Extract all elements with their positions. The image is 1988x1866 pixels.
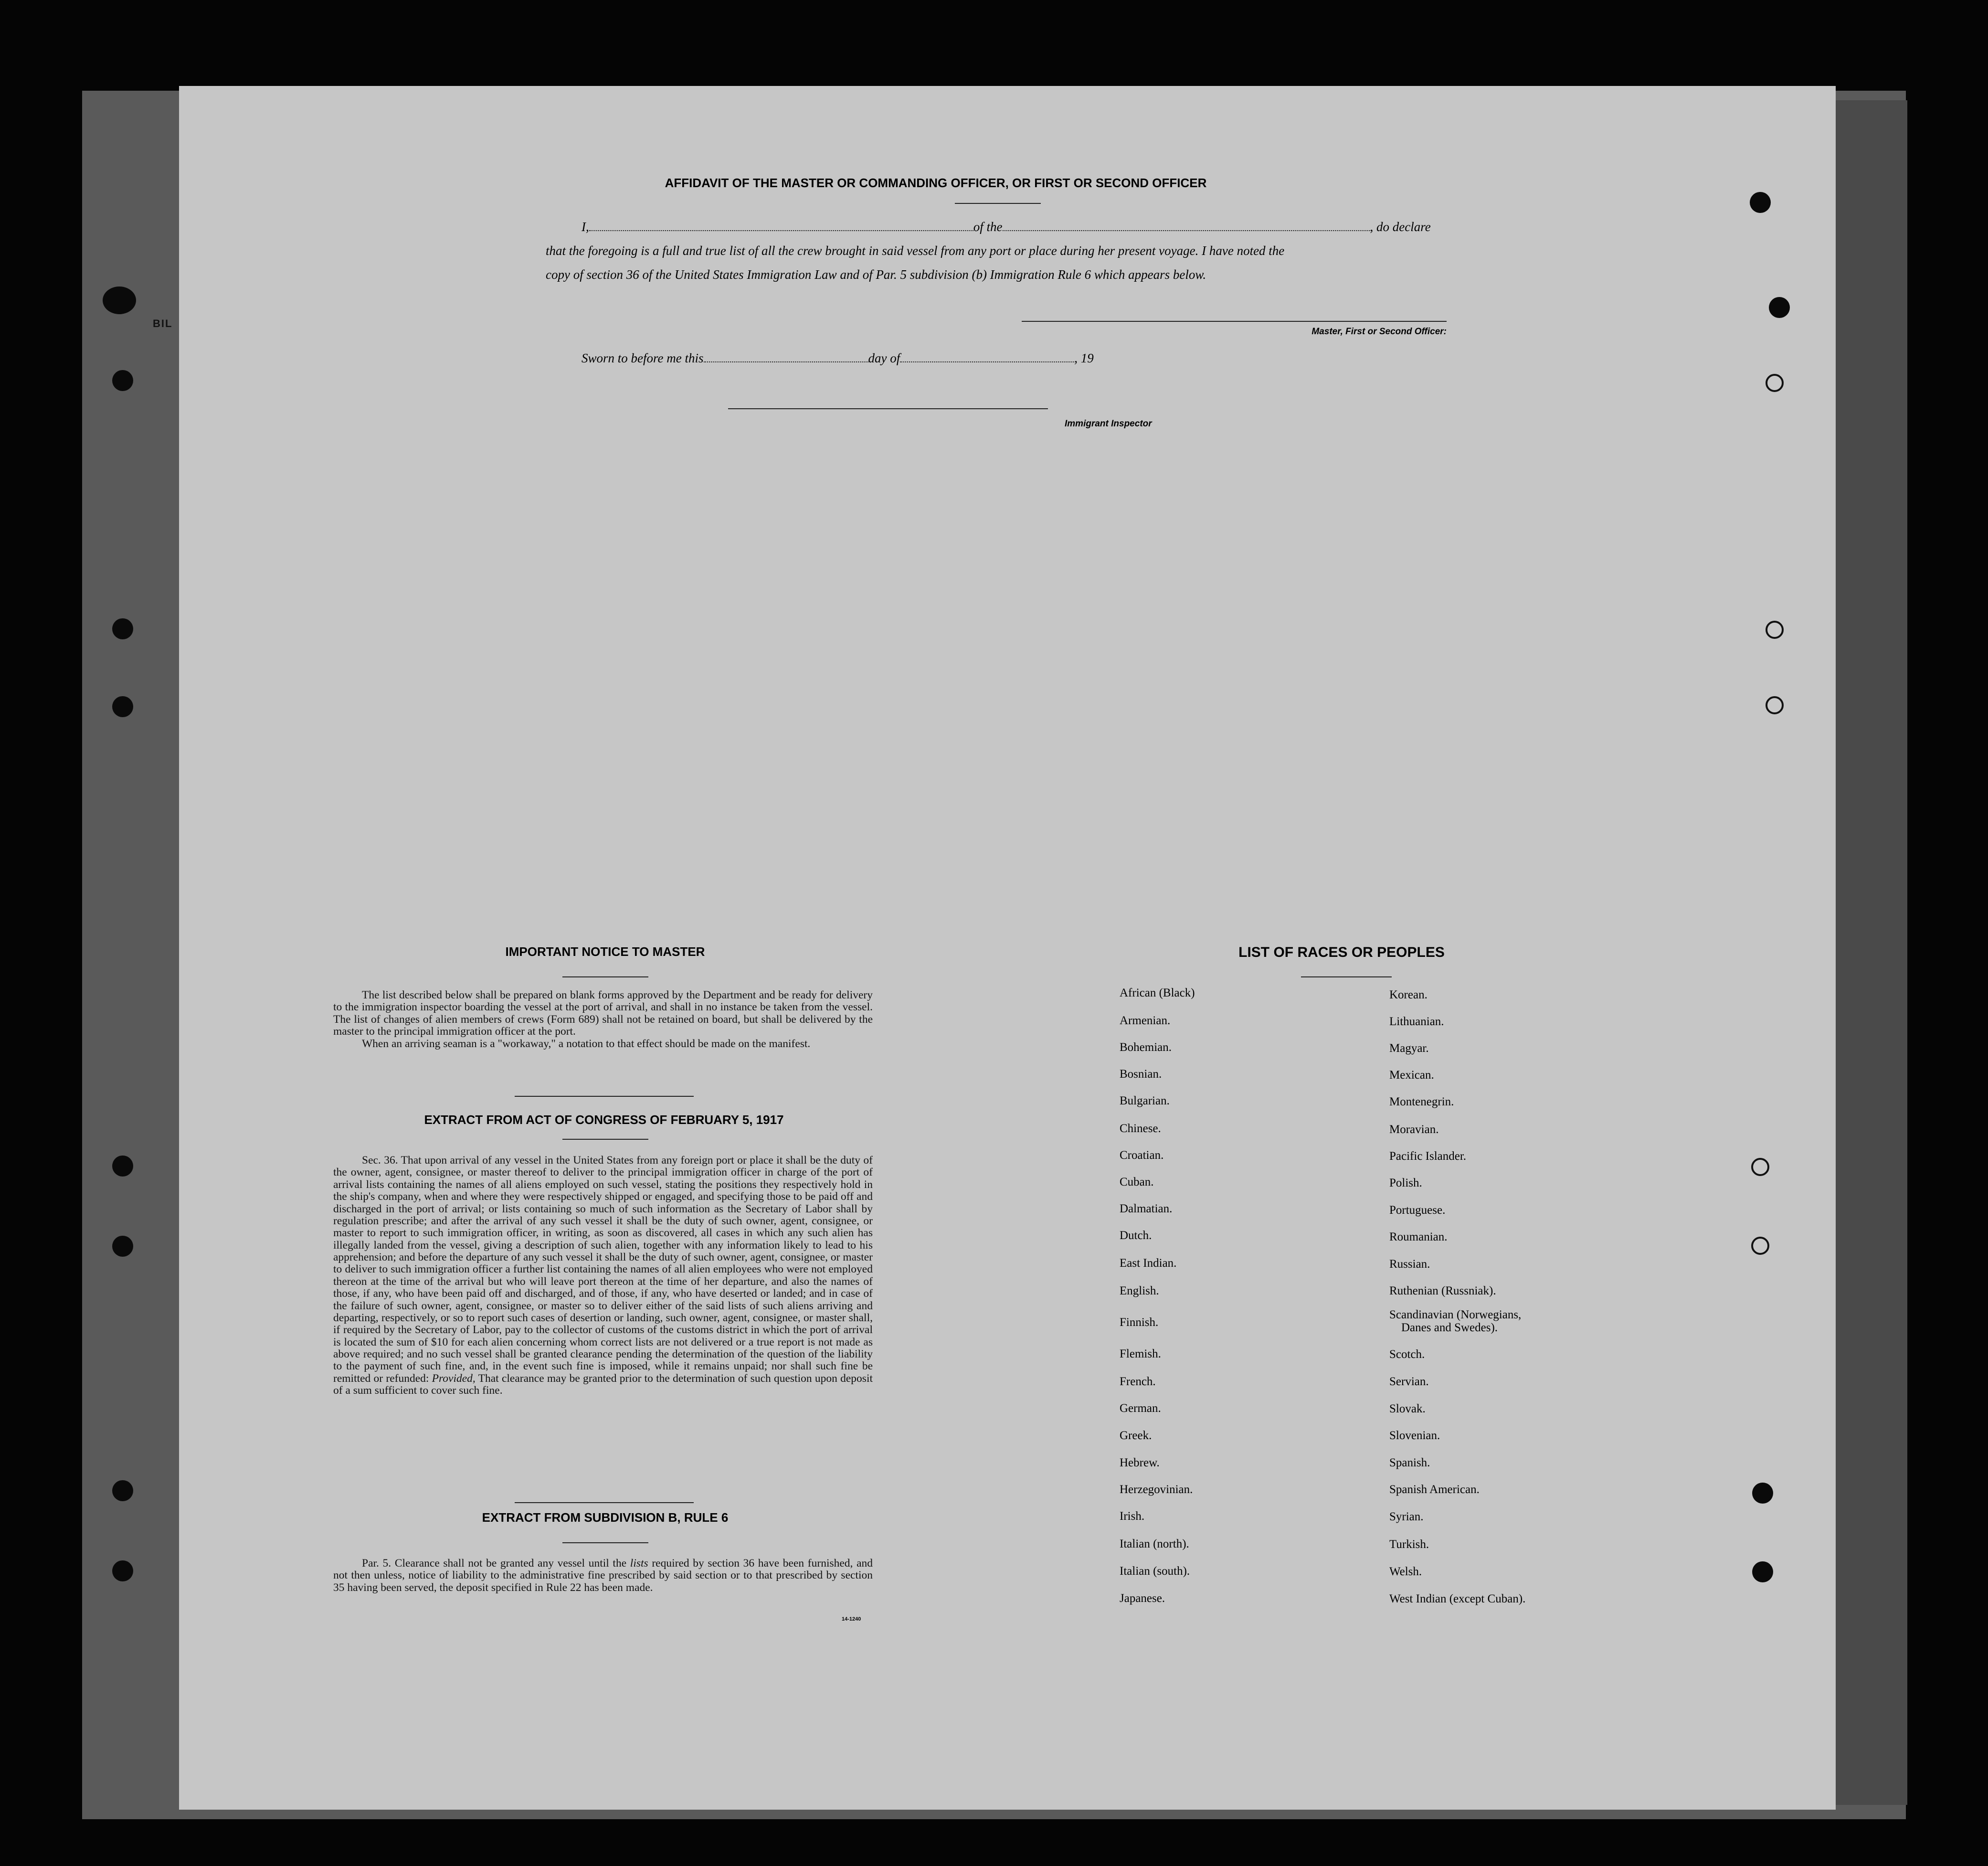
divider [955,203,1041,204]
lists-word: lists [630,1557,648,1569]
act-extract-text [333,1155,873,1397]
race-item: Pacific Islander. [1389,1150,1467,1163]
sworn-prefix: Sworn to before me this [582,351,704,365]
sworn-line [582,351,1094,366]
race-item: Japanese. [1120,1592,1165,1605]
punch-hole [1752,1561,1773,1582]
punch-hole [1766,374,1784,392]
race-item: African (Black) [1120,986,1195,999]
divider [562,1542,648,1543]
race-item: English. [1120,1284,1159,1297]
affidavit-line-1 [582,220,1431,234]
act-extract-title: EXTRACT FROM ACT OF CONGRESS OF FEBRUARY 5, 1917 [424,1113,784,1127]
race-item: Russian. [1389,1258,1430,1271]
section-36-proviso-text: That clearance may be granted prior to the determination of such question upon deposit of a sum sufficient to cover such fine. [333,1372,873,1397]
punch-hole [1766,621,1784,639]
affidavit-i-label: I, [582,220,589,234]
punch-hole [112,370,133,391]
rule-extract-title: EXTRACT FROM SUBDIVISION B, RULE 6 [482,1510,729,1525]
affidavit-line-3: copy of section 36 of the United States Immigration Law and of Par. 5 subdivision (b) Immigration Rule 6 which appears below. [546,267,1206,282]
sworn-month-field[interactable] [900,352,1074,362]
race-item: Polish. [1389,1177,1422,1189]
race-item: Syrian. [1389,1510,1424,1523]
section-36-text: That upon arrival of any vessel in the United States from any foreign port or place it shall be the duty of the owner, agent, consignee, or master thereof to deliver to the principal immigration officer in charge of the port of arrival lists containing the names of all aliens employed on such vessel, stating the positions they respectively hold in the ship's company, when and where they were respectively shipped or engaged, and specifying those to be paid off and discharged in the port of arrival; or lists containing so much of such information as the Secretary of Labor shall by regulation prescribe; and after the arrival of any such vessel it shall be the duty of such owner, agent, consignee, or master to report to such immigration officer, in writing, as soon as discovered, all cases in which any such alien has illegally landed from the vessel, giving a description of such alien, together with any information likely to lead to his apprehension; and before the departure of any such vessel it shall be the duty of such owner, agent, consignee, or master to deliver to such immigration officer a further list containing the names of all alien employees who were not employed thereon at the time of the arrival but who will leave port thereon at the time of her departure, and also the names of those, if any, who have been paid off and discharged, and of those, if any, who have deserted or landed; and in case of the failure of such owner, agent, consignee, or master so to deliver either of the said lists of such aliens arriving and departing, respectively, or so to report such cases of desertion or landing, such owner, agent, consignee, or master shall, if required by the Secretary of Labor, pay to the collector of customs of the customs district in which the port of arrival is located the sum of $10 for each alien concerning whom correct lists are not delivered or a true report is not made as above required; and no such vessel shall be granted clearance pending the determination of the question of the liability to the payment of such fine, and, in the event such fine is imposed, while it remains unpaid; nor shall such fine be remitted or refunded: [333,1154,873,1385]
race-item: Spanish American. [1389,1483,1480,1496]
race-item: Montenegrin. [1389,1095,1454,1108]
races-title: LIST OF RACES OR PEOPLES [1238,944,1445,960]
affidavit-title: AFFIDAVIT OF THE MASTER OR COMMANDING OFFICER, OR FIRST OR SECOND OFFICER [665,176,1207,190]
punch-hole [1750,192,1771,213]
punch-hole [1752,1483,1773,1504]
punch-hole [112,1480,133,1501]
race-item: Italian (north). [1120,1537,1189,1550]
race-item: Roumanian. [1389,1230,1448,1243]
race-item: Lithuanian. [1389,1015,1444,1028]
race-item: Italian (south). [1120,1565,1190,1578]
punch-hole [1751,1237,1769,1255]
race-item: Portuguese. [1389,1204,1446,1217]
race-item: Bohemian. [1120,1041,1172,1054]
notice-paragraph-1: The list described below shall be prepared on blank forms approved by the Department and be ready for delivery to the immigration inspector boarding the vessel at the port of arrival, and shall in no instance be taken from the vessel. The list of changes of alien members of crews (Form 689) shall not be retained on board, but shall be delivered by the master to the principal immigration officer at the port. [333,989,873,1038]
rule-text-before: Par. 5. Clearance shall not be granted any vessel until the [362,1557,627,1569]
race-item: Bosnian. [1120,1068,1162,1081]
divider [1301,976,1392,977]
race-item: Irish. [1120,1510,1145,1523]
race-item: Dalmatian. [1120,1202,1173,1215]
signature-label: Master, First or Second Officer: [1311,327,1447,337]
vessel-name-field[interactable] [1003,221,1370,231]
punch-hole [112,1236,133,1257]
race-item: Slovenian. [1389,1429,1440,1442]
race-item: Dutch. [1120,1229,1152,1242]
divider [515,1502,694,1503]
race-item: Flemish. [1120,1347,1161,1360]
race-item: Chinese. [1120,1122,1161,1135]
race-item: Ruthenian (Russniak). [1389,1284,1496,1297]
divider [562,1139,648,1140]
race-item: Finnish. [1120,1316,1159,1329]
race-item: Herzegovinian. [1120,1483,1193,1496]
affidavit-line-2: that the foregoing is a full and true list of all the crew brought in said vessel from any port or place during her present voyage. I have noted the [546,244,1285,258]
race-item: Slovak. [1389,1402,1426,1415]
race-item: German. [1120,1402,1161,1415]
punch-hole [112,1560,133,1581]
race-item: Hebrew. [1120,1456,1160,1469]
race-item: Turkish. [1389,1538,1429,1551]
year-prefix: , 19 [1074,351,1094,365]
race-item: Greek. [1120,1429,1152,1442]
affidavit-declare-label: , do declare [1370,220,1431,234]
sworn-day-field[interactable] [704,352,868,362]
punch-hole [112,696,133,717]
race-item: West Indian (except Cuban). [1389,1592,1526,1605]
race-item: Moravian. [1389,1123,1439,1136]
race-item: Cuban. [1120,1176,1154,1188]
race-item: Danes and Swedes). [1401,1321,1498,1334]
race-item: Bulgarian. [1120,1094,1170,1107]
section-label: Sec. 36. [362,1154,398,1166]
notice-title: IMPORTANT NOTICE TO MASTER [505,944,705,959]
notice-paragraph-2: When an arriving seaman is a "workaway," a notation to that effect should be made on the manifest. [362,1037,811,1050]
punch-hole [112,618,133,639]
punch-hole [103,286,136,314]
rule-text-after: required by section 36 have been furnished, and not then unless, notice of liability to the administrative fine prescribed by said section or to that prescribed by section 35 having been served, the deposit specified in Rule 22 has been made. [333,1557,873,1594]
master-name-field[interactable] [589,221,973,231]
inspector-signature-line[interactable] [728,408,1048,409]
punch-hole [1766,696,1784,714]
day-of-label: day of [868,351,900,365]
race-item: Croatian. [1120,1149,1164,1162]
divider [515,1096,694,1097]
race-item: Scotch. [1389,1348,1425,1361]
race-item: Korean. [1389,988,1428,1001]
race-item: Armenian. [1120,1014,1171,1027]
race-item: East Indian. [1120,1257,1177,1270]
backing-board-edge [1824,100,1907,1805]
punch-hole [1751,1158,1769,1176]
divider [562,976,648,977]
signature-line[interactable] [1022,321,1447,322]
affidavit-of-the-label: of the [973,220,1003,234]
proviso-word: Provided, [432,1372,476,1385]
punch-hole [112,1156,133,1177]
punch-hole [1769,297,1790,318]
race-item: Scandinavian (Norwegians, [1389,1308,1522,1321]
race-item: Magyar. [1389,1042,1429,1055]
document-sheet [179,86,1836,1810]
race-item: Spanish. [1389,1456,1430,1469]
race-item: Welsh. [1389,1565,1422,1578]
race-item: French. [1120,1375,1156,1388]
margin-label: BIL [153,318,173,329]
race-item: Mexican. [1389,1069,1434,1081]
notice-text [333,989,873,1050]
form-code: 14-1240 [842,1616,861,1622]
rule-extract-text [333,1558,873,1594]
race-item: Servian. [1389,1375,1429,1388]
inspector-label: Immigrant Inspector [1065,419,1152,429]
